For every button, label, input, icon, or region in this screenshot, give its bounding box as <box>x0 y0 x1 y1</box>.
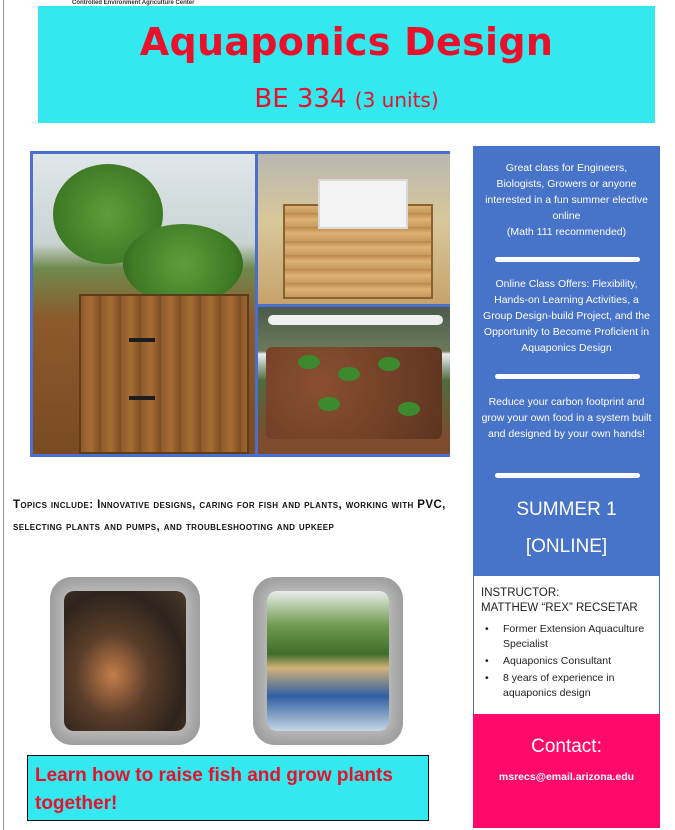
photo-aquaponics-cabinet <box>33 154 255 454</box>
gravel-bed-shape <box>266 347 442 439</box>
herb-plant-shape <box>123 224 243 304</box>
wooden-cabinet-shape <box>79 294 249 454</box>
leaf-shape <box>338 367 360 381</box>
contact-email-link[interactable]: msrecs@email.arizona.edu <box>498 771 635 783</box>
top-strip-text: Controlled Environment Agriculture Center <box>72 0 195 6</box>
session-text: SUMMER 1 <box>516 499 617 520</box>
contact-title: Contact: <box>531 736 602 757</box>
sidebar-divider <box>495 473 640 478</box>
credential-item: • Aquaponics Consultant <box>482 654 657 669</box>
intro-text: Great class for Engineers, Biologists, Growers or anyone interested in a fun summer elective online <box>485 162 648 222</box>
instructor-name: MATTHEW “REX” RECSETAR <box>481 602 638 614</box>
contact-box <box>473 714 660 828</box>
fish-photo-image <box>64 591 186 731</box>
course-units: (3 units) <box>354 88 439 112</box>
callout-box <box>27 755 429 821</box>
info-sidebar <box>473 146 660 576</box>
format-text: [ONLINE] <box>525 536 608 557</box>
callout-text: Learn how to raise fish and grow plants together! <box>35 765 393 814</box>
sidebar-divider <box>495 257 640 262</box>
photo-collage <box>30 151 450 457</box>
photo-grow-bed <box>258 307 450 454</box>
credential-item: • Former Extension Aquaculture Specialist <box>482 622 657 652</box>
plants-photo <box>253 577 403 745</box>
instructor-heading <box>481 586 638 616</box>
offers-text: Online Class Offers: Flexibility, Hands-on Learning Activities, a Group Design-build Project, and the Opportunity to Become Proficient in Aquaponics Design <box>483 278 650 354</box>
leaf-shape <box>318 397 340 411</box>
page-border-line <box>3 0 4 830</box>
course-code: BE 334 <box>254 84 347 114</box>
hinge-shape <box>129 396 155 400</box>
hinge-shape <box>129 338 155 342</box>
page-title: Aquaponics Design <box>139 20 554 64</box>
course-subtitle <box>38 84 655 114</box>
credentials-list <box>482 622 657 703</box>
instructor-box <box>473 576 660 714</box>
pvc-pipe-shape <box>268 315 443 325</box>
prerequisite-text: (Math 111 recommended) <box>506 226 627 238</box>
fish-photo <box>50 577 200 745</box>
sidebar-divider <box>495 374 640 379</box>
header-banner <box>38 6 655 123</box>
instructor-label: INSTRUCTOR: <box>481 587 560 599</box>
topics-text: Topics include: Innovative designs, caring for fish and plants, working with PVC, selecting plants and pumps, and troubleshooting and upkeep <box>13 499 446 533</box>
leaf-shape <box>398 402 420 416</box>
plants-photo-image <box>267 591 389 731</box>
carbon-text: Reduce your carbon footprint and grow your own food in a system built and designed by your own hands! <box>481 396 652 440</box>
credential-item: • 8 years of experience in aquaponics design <box>482 671 657 701</box>
leaf-shape <box>378 357 400 371</box>
sidebar-intro <box>481 160 652 240</box>
photo-wooden-tank <box>258 154 450 304</box>
white-tub-shape <box>318 179 408 229</box>
leaf-shape <box>298 355 320 369</box>
